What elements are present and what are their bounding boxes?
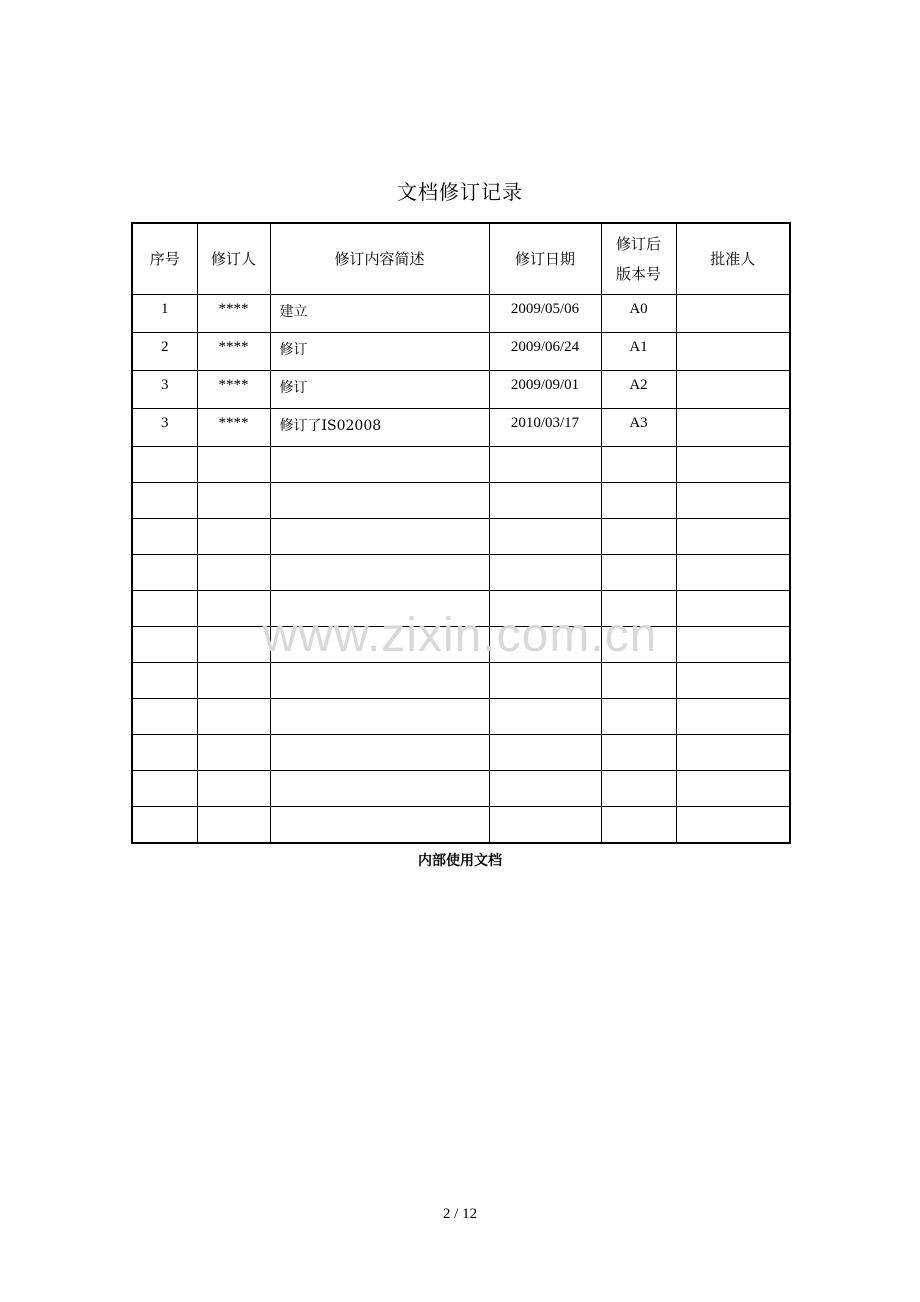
- cell-reviser: ****: [197, 409, 270, 447]
- cell-date: 2010/03/17: [489, 409, 601, 447]
- table-row: [132, 371, 790, 409]
- empty-row: [132, 555, 790, 591]
- cell-version: A3: [601, 409, 676, 447]
- cell-seq: 2: [132, 333, 197, 371]
- cell-version: A1: [601, 333, 676, 371]
- page-number: 2 / 12: [442, 1206, 478, 1222]
- watermark: www.zixin.com.cn: [262, 609, 658, 662]
- table-row: [132, 333, 790, 371]
- empty-row: [132, 483, 790, 519]
- header-version: [601, 223, 676, 295]
- cell-reviser: ****: [197, 371, 270, 409]
- header-approver: 批准人: [676, 223, 790, 295]
- cell-summary: 建立: [270, 295, 489, 333]
- header-version-line2: 版本号: [615, 265, 661, 283]
- cell-summary: 修订: [270, 333, 489, 371]
- cell-approver: [676, 295, 790, 333]
- empty-row: [132, 771, 790, 807]
- cell-date: 2009/09/01: [489, 371, 601, 409]
- header-summary: 修订内容简述: [270, 223, 489, 295]
- empty-row: [132, 807, 790, 844]
- cell-version: A2: [601, 371, 676, 409]
- header-version-line1: 修订后: [615, 235, 661, 253]
- empty-row: [132, 663, 790, 699]
- cell-date: 2009/06/24: [489, 333, 601, 371]
- table-row: [132, 295, 790, 333]
- revision-record-table: [131, 222, 791, 844]
- cell-approver: [676, 333, 790, 371]
- cell-summary: 修订了IS02008: [270, 409, 489, 447]
- cell-seq: 1: [132, 295, 197, 333]
- cell-reviser: ****: [197, 295, 270, 333]
- cell-approver: [676, 371, 790, 409]
- header-seq: 序号: [132, 223, 197, 295]
- empty-row: [132, 735, 790, 771]
- cell-reviser: ****: [197, 333, 270, 371]
- table-header-row: [132, 223, 790, 295]
- cell-summary: 修订: [270, 371, 489, 409]
- table-row: [132, 409, 790, 447]
- header-date: 修订日期: [489, 223, 601, 295]
- cell-seq: 3: [132, 371, 197, 409]
- empty-row: [132, 519, 790, 555]
- cell-version: A0: [601, 295, 676, 333]
- empty-row: [132, 447, 790, 483]
- cell-date: 2009/05/06: [489, 295, 601, 333]
- cell-seq: 3: [132, 409, 197, 447]
- cell-approver: [676, 409, 790, 447]
- internal-use-note: 内部使用文档: [418, 853, 502, 869]
- empty-row: [132, 699, 790, 735]
- empty-row: [132, 591, 790, 627]
- empty-row: [132, 627, 790, 663]
- header-reviser: 修订人: [197, 223, 270, 295]
- page-title: 文档修订记录: [397, 180, 523, 204]
